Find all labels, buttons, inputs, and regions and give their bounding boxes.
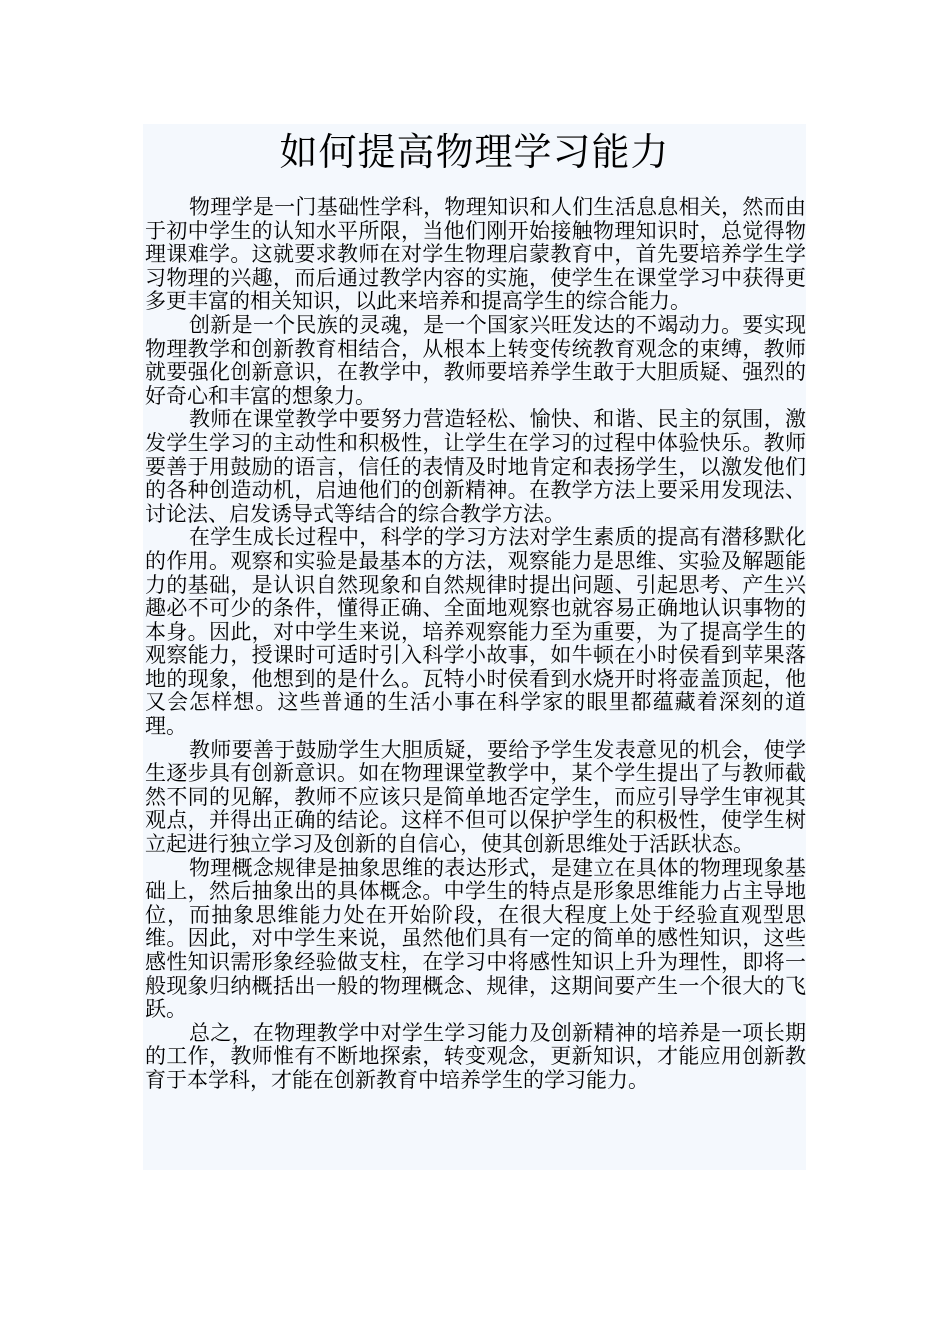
paragraph-5: 教师要善于鼓励学生大胆质疑，要给予学生发表意见的机会，使学生逐步具有创新意识。如在物理课堂教学中，某个学生提出了与教师截然不同的见解，教师不应该只是简单地否定学生，而应引导学生审视其观点，并得出正确的结论。这样不但可以保护学生的积极性，使学生树立起进行独立学习及创新的自信心，使其创新思维处于活跃状态。 — [145, 737, 806, 857]
paragraph-1: 物理学是一门基础性学科，物理知识和人们生活息息相关，然而由于初中学生的认知水平所限，当他们刚开始接触物理知识时，总觉得物理课难学。这就要求教师在对学生物理启蒙教育中，首先要培养学生学习物理的兴趣，而后通过教学内容的实施，使学生在课堂学习中获得更多更丰富的相关知识，以此来培养和提高学生的综合能力。 — [145, 195, 806, 314]
paragraph-2: 创新是一个民族的灵魂，是一个国家兴旺发达的不竭动力。要实现物理教学和创新教育相结合，从根本上转变传统教育观念的束缚，教师就要强化创新意识，在教学中，教师要培养学生敢于大胆质疑、强烈的好奇心和丰富的想象力。 — [145, 312, 806, 408]
document-title: 如何提高物理学习能力 — [279, 130, 670, 174]
paragraph-3: 教师在课堂教学中要努力营造轻松、愉快、和谐、民主的氛围，激发学生学习的主动性和积极性，让学生在学习的过程中体验快乐。教师要善于用鼓励的语言，信任的表情及时地肯定和表扬学生，以激发他们的各种创造动机，启迪他们的创新精神。在教学方法上要采用发现法、讨论法、启发诱导式等结合的综合教学方法。 — [145, 407, 806, 526]
document-body — [143, 196, 806, 1093]
document-page — [143, 124, 806, 1170]
paragraph-7: 总之，在物理教学中对学生学习能力及创新精神的培养是一项长期的工作，教师惟有不断地探索，转变观念，更新知识，才能应用创新教育于本学科，才能在创新教育中培养学生的学习能力。 — [145, 1020, 806, 1092]
paragraph-4: 在学生成长过程中，科学的学习方法对学生素质的提高有潜移默化的作用。观察和实验是最基本的方法，观察能力是思维、实验及解题能力的基础，是认识自然现象和自然规律时提出问题、引起思考、产生兴趣必不可少的条件，懂得正确、全面地观察也就容易正确地认识事物的本身。因此，对中学生来说，培养观察能力至为重要，为了提高学生的观察能力，授课时可适时引入科学小故事，如牛顿在小时侯看到苹果落地的现象，他想到的是什么。瓦特小时侯看到水烧开时将壶盖顶起，他又会怎样想。这些普通的生活小事在科学家的眼里都蕴藏着深刻的道理。 — [145, 525, 806, 739]
paragraph-6: 物理概念规律是抽象思维的表达形式，是建立在具体的物理现象基础上，然后抽象出的具体概念。中学生的特点是形象思维能力占主导地位，而抽象思维能力处在开始阶段，在很大程度上处于经验直观型思维。因此，对中学生来说，虽然他们具有一定的简单的感性知识，这些感性知识需形象经验做支柱，在学习中将感性知识上升为理性，即将一般现象归纳概括出一般的物理概念、规律，这期间要产生一个很大的飞跃。 — [145, 855, 806, 1022]
